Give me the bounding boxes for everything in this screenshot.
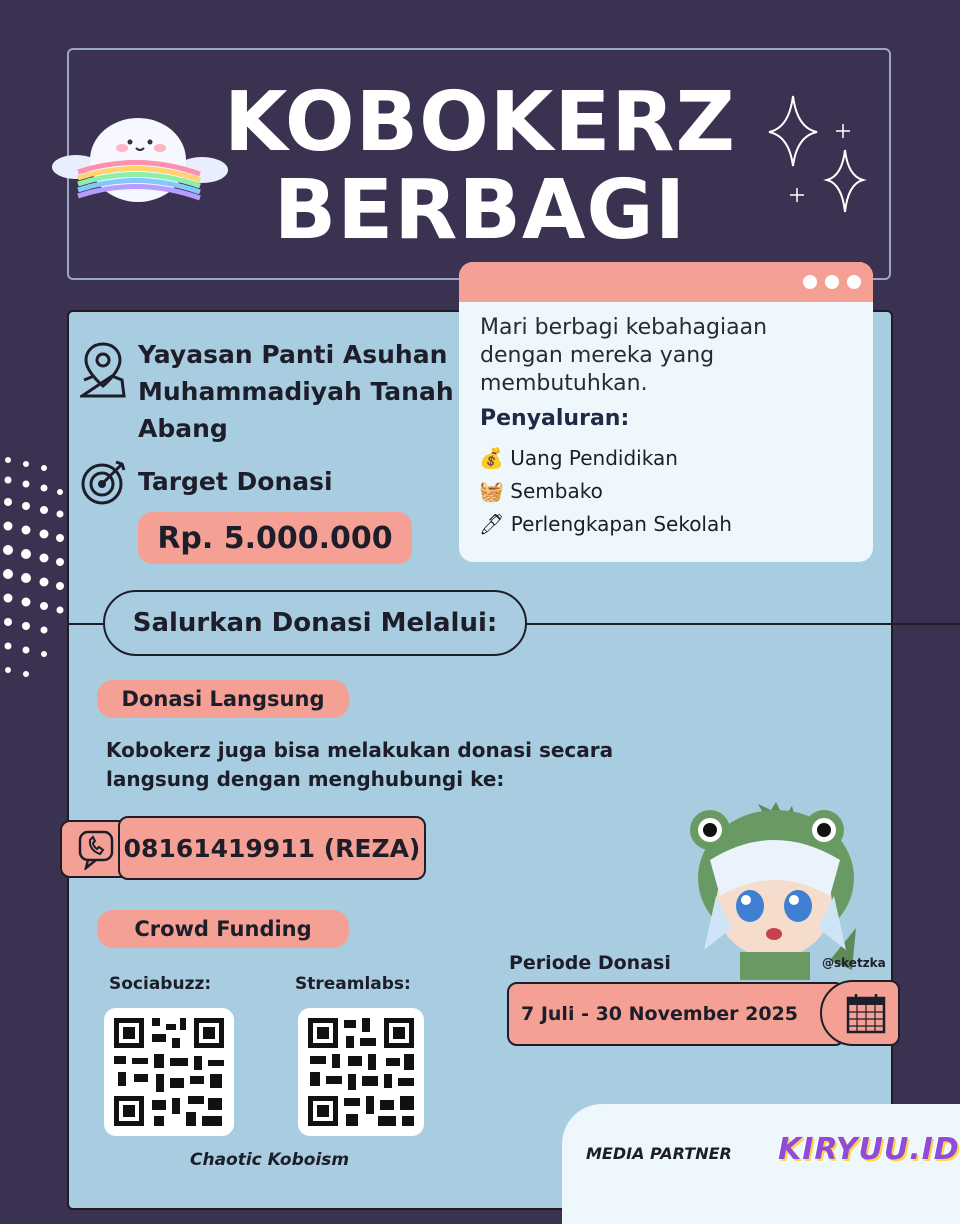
dinosaur-character-illustration (680, 800, 870, 980)
distribution-item-label: Perlengkapan Sekolah (510, 512, 732, 536)
direct-donation-text: Donasi Langsung (121, 687, 325, 711)
channels-heading-pill (103, 590, 527, 656)
artist-credit: @sketzka (822, 956, 886, 970)
phone-contact-box[interactable] (118, 816, 426, 880)
crowdfunding-label (97, 910, 349, 948)
streamlabs-qr-code[interactable] (298, 1008, 424, 1136)
phone-icon (76, 828, 118, 870)
target-label: Target Donasi (138, 467, 333, 496)
qr-code-icon (104, 1008, 234, 1136)
sparkle-icon (765, 92, 875, 222)
target-icon (80, 458, 128, 506)
crowdfunding-text: Crowd Funding (134, 917, 312, 941)
info-card (459, 262, 873, 562)
distribution-item (479, 512, 732, 536)
money-bag-icon: 💰 (479, 446, 504, 470)
kiryuu-logo-text: KIRYUU.ID (778, 1132, 960, 1167)
school-supplies-icon: 🖊 (479, 512, 505, 536)
period-label: Periode Donasi (509, 952, 671, 974)
distribution-item (479, 479, 603, 503)
qr-code-icon (298, 1008, 424, 1136)
window-dot (803, 275, 817, 289)
info-intro: Mari berbagi kebahagiaan dengan mereka yang membutuhkan. (480, 315, 768, 396)
info-card-header (459, 262, 873, 302)
window-dot (847, 275, 861, 289)
platform-name: Sociabuzz: (109, 974, 212, 994)
distribution-item-label: Uang Pendidikan (510, 446, 678, 470)
target-amount-badge (138, 512, 412, 564)
window-dot (825, 275, 839, 289)
ghost-mascot-icon (48, 112, 230, 212)
crowdfunding-caption: Chaotic Koboism (190, 1150, 350, 1170)
map-pin-icon (80, 342, 126, 398)
distribution-title: Penyaluran: (480, 406, 630, 431)
dot-pattern (0, 450, 70, 700)
direct-description: Kobokerz juga bisa melakukan donasi secara langsung dengan menghubungi ke: (106, 738, 614, 791)
sociabuzz-qr-code[interactable] (104, 1008, 234, 1136)
distribution-item-label: Sembako (510, 479, 603, 503)
title-line-1: KOBOKERZ (224, 75, 736, 170)
orphanage-name: Yayasan Panti Asuhan Muhammadiyah Tanah Abang (138, 340, 454, 443)
period-dates-box (507, 982, 845, 1046)
calendar-icon (846, 992, 886, 1034)
platform-name: Streamlabs: (295, 974, 411, 994)
channels-heading: Salurkan Donasi Melalui: (132, 608, 498, 638)
direct-donation-label (97, 680, 349, 718)
kiryuu-logo[interactable] (778, 1132, 960, 1167)
phone-contact: 08161419911 (REZA) (123, 833, 421, 863)
groceries-icon: 🧺 (479, 479, 504, 503)
distribution-item (479, 446, 678, 470)
title-line-2: BERBAGI (273, 163, 687, 258)
media-partner-label: MEDIA PARTNER (586, 1144, 732, 1163)
target-amount: Rp. 5.000.000 (157, 520, 393, 556)
period-dates: 7 Juli - 30 November 2025 (521, 1003, 799, 1025)
